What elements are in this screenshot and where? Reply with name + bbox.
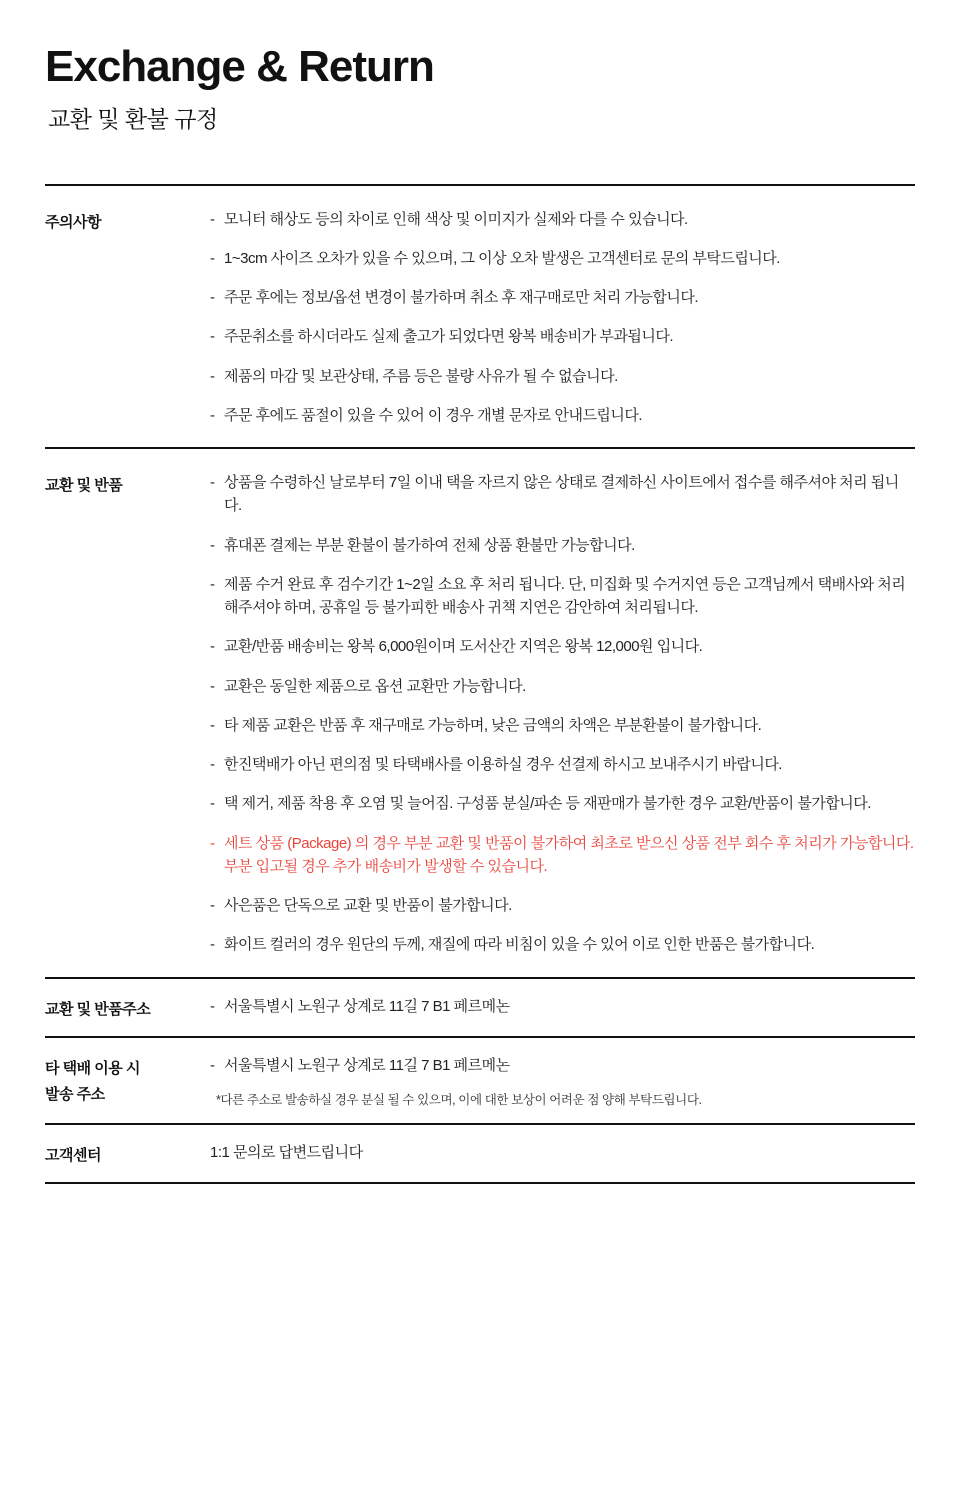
dash-marker: - [210,289,215,307]
list-item [210,753,915,776]
divider-bottom [45,1182,915,1184]
list-item [210,286,915,309]
dash-marker: - [210,897,215,915]
list-item-text: 제품의 마감 및 보관상태, 주름 등은 불량 사유가 될 수 없습니다. [224,367,618,385]
section-body-customer-center [205,1141,915,1162]
list-item-text: 교환은 동일한 제품으로 옵션 교환만 가능합니다. [224,677,526,695]
list-item [210,933,915,956]
dash-marker: - [210,536,215,554]
dash-marker: - [210,716,215,734]
section-body-notices [205,208,915,428]
list-item [210,325,915,348]
list-item-text: 주문취소를 하시더라도 실제 출고가 되었다면 왕복 배송비가 부과됩니다. [224,328,674,346]
list-item [210,894,915,917]
list-item [210,208,915,231]
list-item-text: 상품을 수령하신 날로부터 7일 이내 택을 자르지 않은 상태로 결제하신 사이트에서 접수를 해주셔야 처리 됩니다. [224,474,899,515]
list-item [210,1054,915,1077]
section-notices [45,186,915,448]
dash-marker: - [210,249,215,267]
dash-marker: - [210,575,215,593]
page-header [45,0,915,134]
section-label-exchange-return: 교환 및 반품 [45,477,123,495]
list-item-text: 주문 후에는 정보/옵션 변경이 불가하며 취소 후 재구매로만 처리 가능합니다. [224,289,699,307]
dash-marker: - [210,210,215,228]
dash-marker: - [210,936,215,954]
list-item [210,404,915,427]
dash-marker: - [210,638,215,656]
list-item [210,792,915,815]
page-title: Exchange & Return [45,42,434,91]
list-item-text: 제품 수거 완료 후 검수기간 1~2일 소요 후 처리 됩니다. 단, 미집화 및 수거지연 등은 고객님께서 택배사와 처리해주셔야 하며, 공휴일 등 불가피한 배송사 귀책 지연은 감안하여 처리됩니다. [224,575,906,617]
section-other-courier-address [45,1038,915,1123]
section-body-other-courier [205,1054,915,1108]
dash-marker: - [210,328,215,346]
section-label-notices: 주의사항 [45,213,101,231]
section-label-customer-center: 고객센터 [45,1146,101,1164]
dash-marker: - [210,1057,215,1075]
dash-marker: - [210,474,215,492]
list-item-text: 휴대폰 결제는 부분 환불이 불가하여 전체 상품 환불만 가능합니다. [224,536,635,554]
section-label-other-courier [45,1054,205,1109]
list-item-text: 교환/반품 배송비는 왕복 6,000원이며 도서산간 지역은 왕복 12,000원 입니다. [224,638,703,656]
list-item-text: 화이트 컬러의 경우 원단의 두께, 재질에 따라 비침이 있을 수 있어 이로 인한 반품은 불가합니다. [224,936,815,954]
list-item [210,534,915,557]
section-body-exchange-return [205,471,915,957]
dash-marker: - [210,997,215,1015]
section-return-address [45,979,915,1037]
return-address-text: 서울특별시 노원구 상계로 11길 7 B1 페르메논 [224,997,510,1015]
page-subtitle: 교환 및 환불 규정 [48,105,218,132]
dash-marker: - [210,367,215,385]
dash-marker: - [210,795,215,813]
list-item-text: 타 제품 교환은 반품 후 재구매로 가능하며, 낮은 금액의 차액은 부분환불이 불가합니다. [224,716,762,734]
list-item-text: 모니터 해상도 등의 차이로 인해 색상 및 이미지가 실제와 다를 수 있습니다. [224,210,688,228]
list-item [210,635,915,658]
list-item [210,471,915,518]
customer-center-text: 1:1 문의로 답변드립니다 [210,1143,363,1161]
list-item [210,675,915,698]
section-customer-center [45,1125,915,1183]
other-courier-note: *다른 주소로 발송하실 경우 분실 될 수 있으며, 이에 대한 보상이 어려운 점 양해 부탁드립니다. [216,1093,702,1108]
dash-marker: - [210,756,215,774]
section-label-return-address: 교환 및 반품주소 [45,1000,151,1018]
list-item-text: 1~3cm 사이즈 오차가 있을 수 있으며, 그 이상 오차 발생은 고객센터로 문의 부탁드립니다. [224,249,780,267]
dash-marker: - [210,677,215,695]
other-courier-address-text: 서울특별시 노원구 상계로 11길 7 B1 페르메논 [224,1057,510,1075]
list-item-text: 택 제거, 제품 착용 후 오염 및 늘어짐. 구성품 분실/파손 등 재판매가 불가한 경우 교환/반품이 불가합니다. [224,795,871,813]
list-item-text: 사은품은 단독으로 교환 및 반품이 불가합니다. [224,897,512,915]
section-label-line2: 발송 주소 [45,1086,105,1104]
dash-marker: - [210,406,215,424]
list-item-text: 한진택배가 아닌 편의점 및 타택배사를 이용하실 경우 선결제 하시고 보내주시기 바랍니다. [224,756,782,774]
section-label-line1: 타 택배 이용 시 [45,1060,140,1078]
section-exchange-return [45,449,915,977]
dash-marker: - [210,834,215,852]
list-item-text: 주문 후에도 품절이 있을 수 있어 이 경우 개별 문자로 안내드립니다. [224,406,643,424]
list-item [210,365,915,388]
list-item-highlighted [210,832,915,879]
list-item [210,714,915,737]
section-body-return-address [205,995,915,1018]
list-item [210,573,915,620]
list-item [210,995,915,1018]
list-item-text: 세트 상품 (Package) 의 경우 부분 교환 및 반품이 불가하여 최초로 받으신 상품 전부 회수 후 처리가 가능합니다. 부분 입고될 경우 추가 배송비가 발생할 수 있습니다. [224,834,914,875]
list-item [210,247,915,270]
